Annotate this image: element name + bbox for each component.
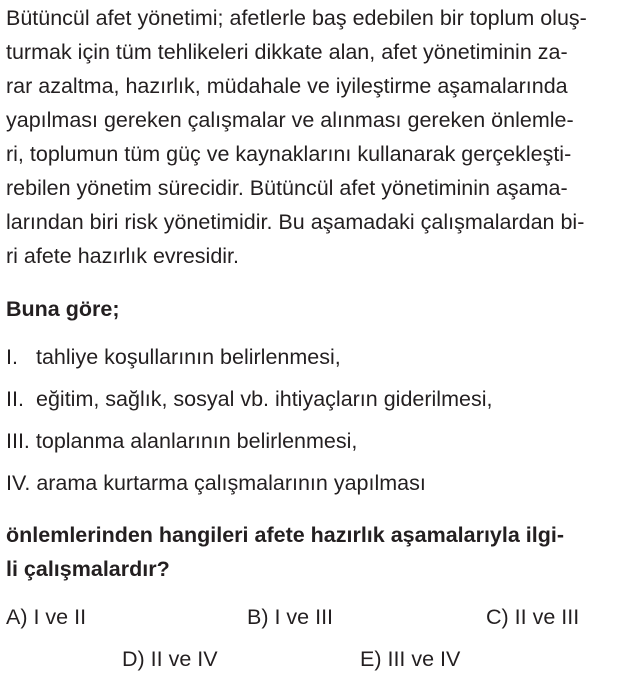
passage-line: yapılması gereken çalışmalar ve alınması gereken önlemle- — [6, 108, 574, 132]
statement-item — [6, 386, 492, 412]
question-line: önlemlerinden hangileri afete hazırlık aşamalarıyla ilgi- — [6, 523, 565, 547]
statement-text: arama kurtarma çalışmalarının yapılması — [36, 471, 426, 495]
statement-numeral: III. — [6, 429, 30, 453]
passage-line: rar azaltma, hazırlık, müdahale ve iyileştirme aşamalarında — [6, 74, 568, 98]
passage-line: ri afete hazırlık evresidir. — [6, 244, 240, 268]
statement-numeral: II. — [6, 387, 24, 411]
passage-line: ri, toplumun tüm güç ve kaynaklarını kullanarak gerçekleşti- — [6, 142, 572, 166]
option-c[interactable]: C) II ve III — [486, 605, 580, 629]
statement-text: eğitim, sağlık, sosyal vb. ihtiyaçların giderilmesi, — [36, 387, 493, 411]
passage-line: turmak için tüm tehlikeleri dikkate alan, afet yönetiminin za- — [6, 40, 568, 64]
statement-numeral: IV. — [6, 471, 31, 495]
option-b[interactable]: B) I ve III — [247, 605, 334, 629]
statement-item — [6, 344, 341, 370]
question-line: li çalışmalardır? — [6, 557, 170, 581]
option-a[interactable]: A) I ve II — [6, 605, 87, 629]
passage-line: rebilen yönetim sürecidir. Bütüncül afet yönetiminin aşama- — [6, 176, 568, 200]
statement-text: tahliye koşullarının belirlenmesi, — [36, 345, 341, 369]
option-d[interactable]: D) II ve IV — [122, 647, 218, 671]
statement-item — [6, 470, 426, 496]
passage-line: Bütüncül afet yönetimi; afetlerle baş edebilen bir toplum oluş- — [6, 6, 587, 30]
statement-item — [6, 428, 357, 454]
statement-text: toplanma alanlarının belirlenmesi, — [35, 429, 358, 453]
passage-line: larından biri risk yönetimidir. Bu aşamadaki çalışmalardan bi- — [6, 210, 585, 234]
option-e[interactable]: E) III ve IV — [360, 647, 461, 671]
statement-numeral: I. — [6, 345, 18, 369]
prompt-heading: Buna göre; — [6, 297, 120, 321]
